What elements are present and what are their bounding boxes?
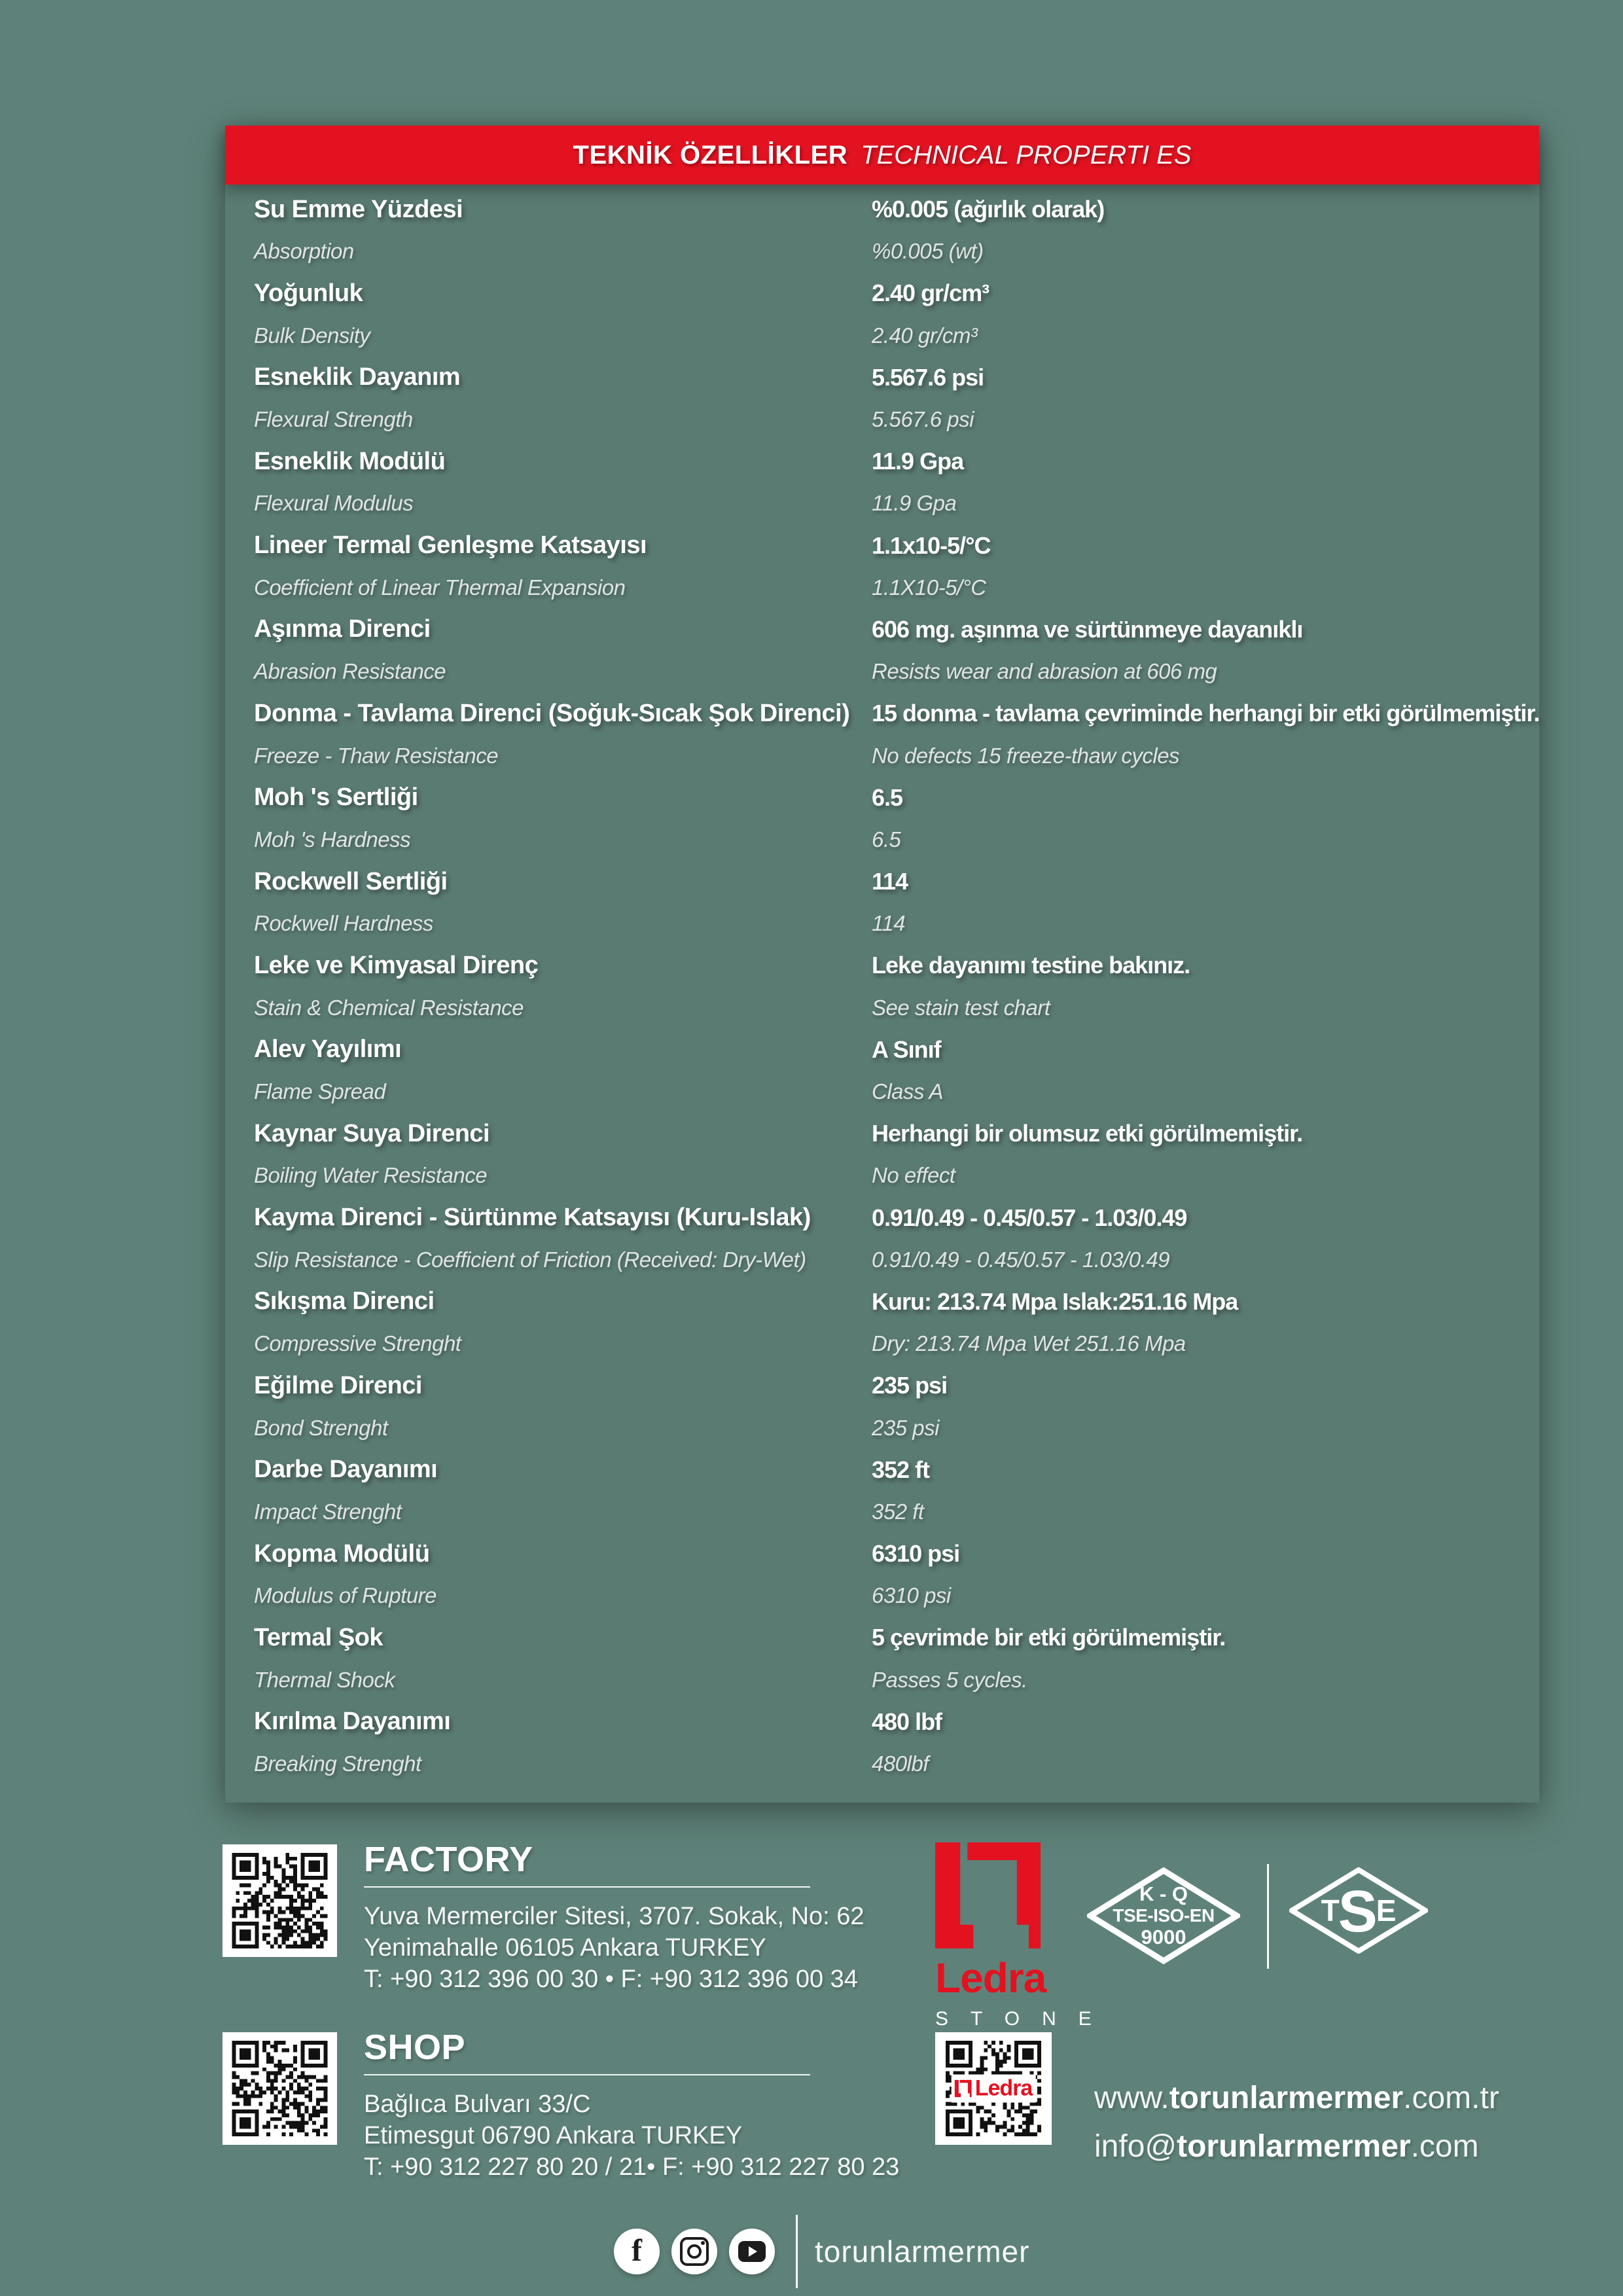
website-qr-code — [935, 2032, 1052, 2145]
property-value: 235 psi — [872, 1372, 948, 1399]
property-label: Lineer Termal Genleşme Katsayısı — [254, 531, 647, 560]
property-value: 6310 psi — [872, 1583, 951, 1608]
property-label: Kopma Modülü — [254, 1539, 430, 1568]
ledra-mini-wordmark: Ledra — [974, 2075, 1033, 2101]
kq-line3: 9000 — [1141, 1925, 1186, 1948]
property-value: A Sınıf — [872, 1035, 941, 1063]
property-value: 1.1x10-5/°C — [872, 531, 991, 559]
shop-section — [364, 2028, 899, 2183]
property-value: Leke dayanımı testine bakınız. — [872, 952, 1190, 979]
property-value: 15 donma - tavlama çevriminde herhangi bir etki görülmemiştir. — [872, 700, 1540, 727]
property-label: Alev Yayılımı — [254, 1035, 402, 1064]
property-row-en — [254, 482, 1526, 524]
property-label: Flexural Strength — [254, 407, 413, 432]
page-title-tr: TEKNİK ÖZELLİKLER — [573, 140, 848, 170]
property-value: 11.9 Gpa — [872, 448, 964, 475]
kq-line2: TSE-ISO-EN — [1113, 1905, 1215, 1926]
property-row-en — [254, 1659, 1526, 1701]
property-value: Dry: 213.74 Mpa Wet 251.16 Mpa — [872, 1331, 1186, 1356]
property-value: 2.40 gr/cm³ — [872, 279, 990, 307]
facebook-icon: f — [632, 2233, 642, 2268]
property-label: Stain & Chemical Resistance — [254, 995, 524, 1020]
kq-badge-text — [1087, 1867, 1240, 1964]
property-row-tr — [254, 1449, 1526, 1491]
shop-divider — [364, 2074, 810, 2075]
email-prefix: info@ — [1094, 2129, 1177, 2164]
property-row-en — [254, 230, 1526, 272]
property-value: 235 psi — [872, 1415, 939, 1440]
ledra-logo-mark — [935, 1842, 1041, 1949]
property-label: Kırılma Dayanımı — [254, 1708, 451, 1736]
property-value: Herhangi bir olumsuz etki görülmemiştir. — [872, 1120, 1303, 1147]
ledra-stone-label: STONE — [935, 2008, 1114, 2030]
property-label: Leke ve Kimyasal Direnç — [254, 951, 539, 979]
website-prefix: www. — [1094, 2081, 1169, 2115]
qr-ledra-overlay — [952, 2075, 1036, 2103]
ledra-mini-mark — [955, 2080, 972, 2098]
property-label: Esneklik Dayanım — [254, 363, 461, 391]
property-value: 6.5 — [872, 827, 901, 852]
property-value: 606 mg. aşınma ve sürtünmeye dayanıklı — [872, 615, 1303, 643]
property-label: Moh 's Hardness — [254, 827, 411, 852]
property-row-tr — [254, 1197, 1526, 1239]
tse-logo — [1289, 1867, 1428, 1954]
property-value: 114 — [872, 868, 908, 895]
tse-letter-s: S — [1338, 1879, 1378, 1945]
shop-address-line1: Bağlıca Bulvarı 33/C — [364, 2090, 591, 2118]
property-row-en — [254, 567, 1526, 609]
property-label: Slip Resistance - Coefficient of Friction (Received: Dry-Wet) — [254, 1247, 806, 1272]
property-row-en — [254, 1743, 1526, 1785]
tech-specs-panel — [225, 126, 1539, 1803]
property-label: Aşınma Direnci — [254, 615, 431, 643]
property-row-tr — [254, 440, 1526, 482]
website-suffix: .com.tr — [1403, 2081, 1499, 2115]
factory-heading: FACTORY — [364, 1840, 533, 1879]
tse-letter-t: T — [1321, 1893, 1340, 1928]
property-value: See stain test chart — [872, 995, 1050, 1020]
social-handle: torunlarmermer — [815, 2234, 1030, 2269]
property-label: Absorption — [254, 239, 354, 264]
property-row-tr — [254, 777, 1526, 819]
property-label: Flame Spread — [254, 1079, 386, 1104]
shop-heading: SHOP — [364, 2028, 466, 2067]
property-label: Eğilme Direnci — [254, 1371, 422, 1399]
property-row-tr — [254, 1533, 1526, 1575]
property-value: No defects 15 freeze-thaw cycles — [872, 743, 1180, 768]
property-row-tr — [254, 525, 1526, 567]
property-label: Bulk Density — [254, 323, 370, 348]
property-label: Kayma Direnci - Sürtünme Katsayısı (Kuru-Islak) — [254, 1204, 811, 1232]
property-row-en — [254, 903, 1526, 944]
property-row-en — [254, 651, 1526, 692]
property-label: Impact Strenght — [254, 1499, 402, 1524]
instagram-button[interactable] — [671, 2229, 717, 2274]
property-value: Kuru: 213.74 Mpa Islak:251.16 Mpa — [872, 1287, 1238, 1315]
property-row-tr — [254, 357, 1526, 399]
property-row-en — [254, 1323, 1526, 1365]
property-row-en — [254, 1491, 1526, 1533]
property-value: No effect — [872, 1163, 955, 1188]
tse-letter-e: E — [1376, 1893, 1397, 1928]
property-label: Termal Şok — [254, 1623, 383, 1651]
website-link[interactable] — [1094, 2080, 1499, 2116]
badge-divider — [1267, 1864, 1269, 1969]
shop-address-line2: Etimesgut 06790 Ankara TURKEY — [364, 2122, 743, 2149]
property-label: Donma - Tavlama Direnci (Soğuk-Sıcak Şok Direnci) — [254, 699, 850, 727]
property-value: 6.5 — [872, 783, 903, 811]
instagram-icon — [680, 2237, 709, 2266]
page-title-en: TECHNICAL PROPERTI ES — [861, 140, 1192, 170]
property-label: Bond Strenght — [254, 1415, 388, 1440]
property-label: Kaynar Suya Direnci — [254, 1119, 490, 1147]
property-value: Passes 5 cycles. — [872, 1667, 1027, 1692]
property-value: 5 çevrimde bir etki görülmemiştir. — [872, 1624, 1226, 1651]
property-value: 352 ft — [872, 1456, 930, 1483]
property-row-en — [254, 1239, 1526, 1281]
property-value: 0.91/0.49 - 0.45/0.57 - 1.03/0.49 — [872, 1247, 1170, 1272]
ledra-wordmark: Ledra — [935, 1954, 1046, 2001]
property-value: 480lbf — [872, 1751, 929, 1776]
email-suffix: .com — [1410, 2129, 1479, 2164]
panel-header — [225, 126, 1539, 185]
property-row-tr — [254, 1281, 1526, 1323]
property-value: 5.567.6 psi — [872, 363, 984, 391]
property-row-tr — [254, 188, 1526, 230]
social-bar — [614, 2215, 1029, 2288]
email-domain: torunlarmermer — [1177, 2129, 1411, 2164]
factory-section — [364, 1840, 865, 1995]
facebook-button[interactable] — [614, 2229, 660, 2274]
factory-divider — [364, 1886, 810, 1888]
property-label: Rockwell Hardness — [254, 911, 433, 936]
property-row-tr — [254, 1365, 1526, 1407]
property-label: Darbe Dayanımı — [254, 1456, 438, 1484]
property-value: 2.40 gr/cm³ — [872, 323, 978, 348]
factory-phone-line: T: +90 312 396 00 30 • F: +90 312 396 00 34 — [364, 1965, 858, 1993]
website-domain: torunlarmermer — [1169, 2081, 1404, 2115]
property-row-tr — [254, 609, 1526, 651]
property-label: Esneklik Modülü — [254, 447, 446, 475]
property-row-en — [254, 315, 1526, 357]
property-row-en — [254, 1575, 1526, 1617]
property-value: 352 ft — [872, 1499, 924, 1524]
property-row-tr — [254, 692, 1540, 734]
property-value: Class A — [872, 1079, 943, 1104]
property-value: 5.567.6 psi — [872, 407, 974, 432]
property-label: Flexural Modulus — [254, 491, 414, 516]
factory-address-line1: Yuva Mermerciler Sitesi, 3707. Sokak, No: 62 — [364, 1903, 865, 1930]
property-value: 0.91/0.49 - 0.45/0.57 - 1.03/0.49 — [872, 1204, 1187, 1231]
property-value: 6310 psi — [872, 1540, 960, 1568]
property-row-en — [254, 1155, 1526, 1196]
factory-address-line2: Yenimahalle 06105 Ankara TURKEY — [364, 1934, 766, 1962]
property-label: Coefficient of Linear Thermal Expansion — [254, 575, 626, 600]
property-label: Thermal Shock — [254, 1667, 395, 1692]
property-label: Breaking Strenght — [254, 1751, 421, 1776]
kq-tse-iso-en-badge — [1087, 1867, 1240, 1964]
property-row-en — [254, 987, 1526, 1029]
property-row-tr — [254, 272, 1526, 314]
property-label: Abrasion Resistance — [254, 659, 446, 684]
properties-table — [254, 188, 1540, 1785]
property-row-en — [254, 734, 1526, 776]
youtube-button[interactable] — [729, 2229, 775, 2274]
property-row-en — [254, 819, 1526, 861]
property-value: 11.9 Gpa — [872, 491, 957, 516]
property-label: Rockwell Sertliği — [254, 867, 448, 895]
property-label: Sıkışma Direnci — [254, 1287, 435, 1316]
property-label: Boiling Water Resistance — [254, 1163, 488, 1188]
property-label: Su Emme Yüzdesi — [254, 195, 463, 223]
shop-phone-line: T: +90 312 227 80 20 / 21• F: +90 312 227 80 23 — [364, 2153, 900, 2181]
property-row-tr — [254, 944, 1526, 986]
property-row-tr — [254, 1701, 1526, 1743]
shop-qr-code — [223, 2032, 337, 2145]
property-label: Modulus of Rupture — [254, 1583, 437, 1608]
qr-pattern — [231, 1853, 329, 1948]
property-row-en — [254, 399, 1526, 440]
property-value: %0.005 (wt) — [872, 239, 984, 264]
factory-qr-code — [223, 1844, 337, 1957]
property-value: 480 lbf — [872, 1708, 942, 1735]
property-row-tr — [254, 861, 1526, 903]
property-row-tr — [254, 1113, 1526, 1155]
property-row-en — [254, 1071, 1526, 1113]
property-label: Compressive Strenght — [254, 1331, 461, 1356]
youtube-icon — [738, 2241, 766, 2262]
tse-logo-text — [1289, 1867, 1428, 1954]
property-value: Resists wear and abrasion at 606 mg — [872, 659, 1217, 684]
property-row-en — [254, 1407, 1526, 1448]
property-value: %0.005 (ağırlık olarak) — [872, 196, 1105, 223]
property-label: Moh 's Sertliği — [254, 783, 418, 812]
qr-pattern — [231, 2041, 329, 2136]
property-row-tr — [254, 1617, 1526, 1659]
email-link[interactable] — [1094, 2128, 1479, 2164]
property-label: Freeze - Thaw Resistance — [254, 743, 499, 768]
property-value: 114 — [872, 911, 906, 936]
social-divider — [796, 2215, 798, 2288]
property-value: 1.1X10-5/°C — [872, 575, 986, 600]
kq-line1: K - Q — [1139, 1882, 1188, 1905]
property-row-tr — [254, 1029, 1526, 1071]
property-label: Yoğunluk — [254, 279, 363, 307]
